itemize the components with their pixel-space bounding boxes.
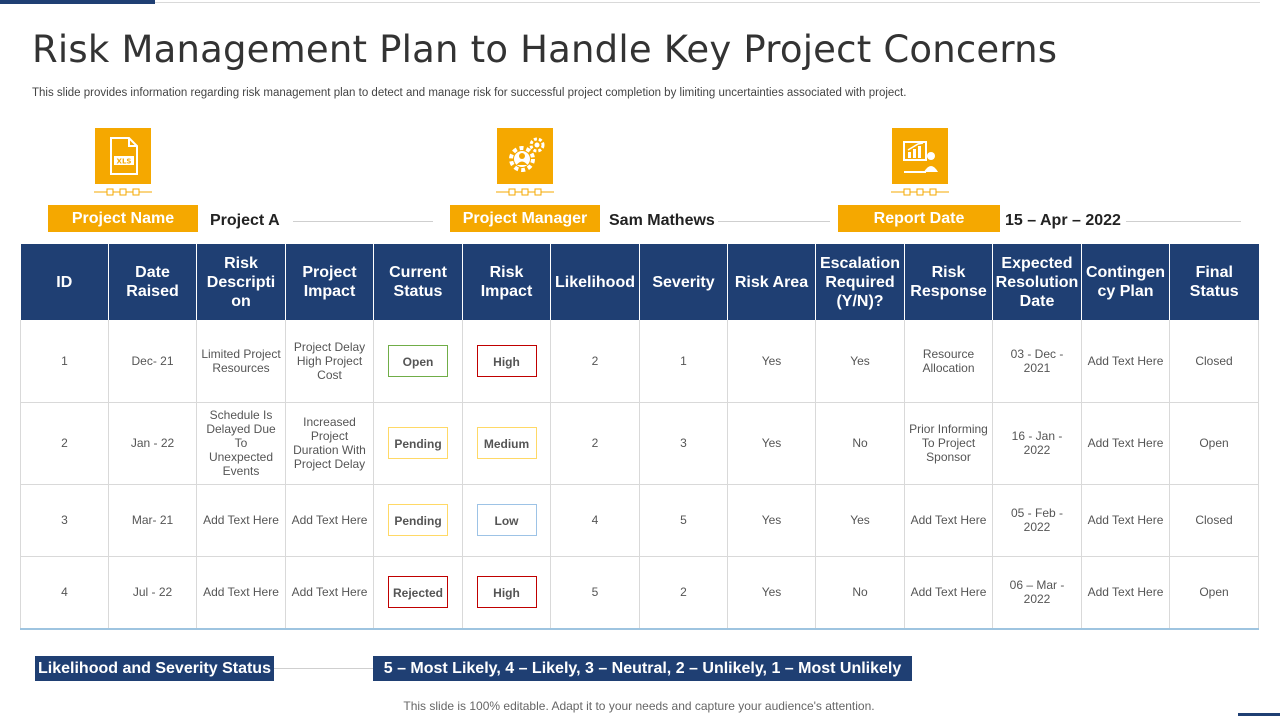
column-header: Risk Area: [728, 244, 816, 320]
cell-escalation: Yes: [816, 320, 905, 402]
cell-severity: 3: [640, 402, 728, 484]
gear-person-icon: [497, 128, 553, 184]
cell-final-status: Closed: [1170, 484, 1259, 556]
cell-likelihood: 2: [551, 402, 640, 484]
cell-project-impact: Add Text Here: [286, 484, 374, 556]
cell-risk-impact: [463, 402, 551, 484]
cell-likelihood: 2: [551, 320, 640, 402]
cell-risk-description: Add Text Here: [197, 484, 286, 556]
cell-resolution-date: 03 - Dec - 2021: [993, 320, 1082, 402]
column-header: Date Raised: [109, 244, 197, 320]
cell-project-impact: Add Text Here: [286, 556, 374, 629]
corner-accent-bar: [1238, 713, 1280, 716]
cell-risk-response: Add Text Here: [905, 484, 993, 556]
cell-current-status: [374, 320, 463, 402]
cell-severity: 1: [640, 320, 728, 402]
project-name-label: Project Name: [48, 205, 198, 232]
risk-impact-badge: Low: [477, 504, 537, 536]
cell-project-impact: Project Delay High Project Cost: [286, 320, 374, 402]
cell-escalation: Yes: [816, 484, 905, 556]
report-date-line: [1126, 221, 1241, 222]
table-row: [21, 320, 1259, 402]
cell-risk-area: Yes: [728, 402, 816, 484]
cell-risk-area: Yes: [728, 484, 816, 556]
page-subtitle: This slide provides information regarding risk management plan to detect and manage risk for successful project completion by limiting uncertainties associated with project.: [32, 87, 907, 99]
report-date-value: 15 – Apr – 2022: [1005, 212, 1121, 229]
project-name-value: Project A: [210, 212, 280, 229]
cell-likelihood: 5: [551, 556, 640, 629]
cell-escalation: No: [816, 402, 905, 484]
cell-final-status: Open: [1170, 402, 1259, 484]
cell-contingency-plan: Add Text Here: [1082, 556, 1170, 629]
column-header: Contingen cy Plan: [1082, 244, 1170, 320]
project-name-line: [293, 221, 433, 222]
cell-resolution-date: 06 – Mar - 2022: [993, 556, 1082, 629]
legend-connector-line: [274, 668, 374, 669]
cell-id: 1: [21, 320, 109, 402]
risk-table: [20, 244, 1259, 630]
cell-id: 4: [21, 556, 109, 629]
cell-id: 2: [21, 402, 109, 484]
risk-impact-badge: High: [477, 345, 537, 377]
table-row: [21, 556, 1259, 629]
cell-risk-impact: [463, 320, 551, 402]
column-header: ID: [21, 244, 109, 320]
cell-contingency-plan: Add Text Here: [1082, 402, 1170, 484]
status-badge: Rejected: [388, 576, 448, 608]
cell-current-status: [374, 556, 463, 629]
legend-scale: 5 – Most Likely, 4 – Likely, 3 – Neutral, 2 – Unlikely, 1 – Most Unlikely: [373, 656, 912, 681]
column-header: Current Status: [374, 244, 463, 320]
column-header: Risk Impact: [463, 244, 551, 320]
cell-risk-impact: [463, 484, 551, 556]
table-header-row: [21, 244, 1259, 320]
cell-current-status: [374, 402, 463, 484]
cell-risk-response: Add Text Here: [905, 556, 993, 629]
cell-resolution-date: 05 - Feb - 2022: [993, 484, 1082, 556]
column-header: Risk Response: [905, 244, 993, 320]
connector-icon: [496, 186, 554, 198]
connector-icon: [94, 186, 152, 198]
status-badge: Pending: [388, 427, 448, 459]
cell-risk-impact: [463, 556, 551, 629]
report-date-label: Report Date: [838, 205, 1000, 232]
connector-icon: [891, 186, 949, 198]
cell-severity: 2: [640, 556, 728, 629]
status-badge: Open: [388, 345, 448, 377]
chart-presenter-icon: [892, 128, 948, 184]
cell-project-impact: Increased Project Duration With Project Delay: [286, 402, 374, 484]
project-manager-value: Sam Mathews: [609, 212, 715, 229]
cell-date-raised: Mar- 21: [109, 484, 197, 556]
legend-label: Likelihood and Severity Status: [35, 656, 274, 681]
cell-risk-description: Limited Project Resources: [197, 320, 286, 402]
cell-contingency-plan: Add Text Here: [1082, 484, 1170, 556]
cell-risk-response: Prior Informing To Project Sponsor: [905, 402, 993, 484]
column-header: Final Status: [1170, 244, 1259, 320]
cell-contingency-plan: Add Text Here: [1082, 320, 1170, 402]
cell-final-status: Closed: [1170, 320, 1259, 402]
column-header: Severity: [640, 244, 728, 320]
project-manager-label: Project Manager: [450, 205, 600, 232]
cell-date-raised: Dec- 21: [109, 320, 197, 402]
column-header: Project Impact: [286, 244, 374, 320]
cell-risk-response: Resource Allocation: [905, 320, 993, 402]
page-title: Risk Management Plan to Handle Key Project Concerns: [32, 28, 1058, 71]
table-row: [21, 484, 1259, 556]
table-row: [21, 402, 1259, 484]
xls-file-icon: [95, 128, 151, 184]
cell-resolution-date: 16 - Jan - 2022: [993, 402, 1082, 484]
top-accent-bar: [0, 0, 155, 4]
column-header: Expected Resolution Date: [993, 244, 1082, 320]
cell-date-raised: Jul - 22: [109, 556, 197, 629]
column-header: Escalation Required (Y/N)?: [816, 244, 905, 320]
cell-risk-description: Schedule Is Delayed Due To Unexpected Events: [197, 402, 286, 484]
risk-impact-badge: Medium: [477, 427, 537, 459]
status-badge: Pending: [388, 504, 448, 536]
cell-current-status: [374, 484, 463, 556]
cell-risk-description: Add Text Here: [197, 556, 286, 629]
cell-likelihood: 4: [551, 484, 640, 556]
cell-severity: 5: [640, 484, 728, 556]
cell-id: 3: [21, 484, 109, 556]
footer-note: This slide is 100% editable. Adapt it to your needs and capture your audience's attention.: [403, 699, 875, 713]
svg-text:XLS: XLS: [116, 157, 132, 166]
cell-final-status: Open: [1170, 556, 1259, 629]
cell-risk-area: Yes: [728, 556, 816, 629]
cell-escalation: No: [816, 556, 905, 629]
project-manager-line: [718, 221, 830, 222]
top-divider: [155, 2, 1260, 3]
cell-risk-area: Yes: [728, 320, 816, 402]
risk-impact-badge: High: [477, 576, 537, 608]
column-header: Risk Descripti on: [197, 244, 286, 320]
column-header: Likelihood: [551, 244, 640, 320]
cell-date-raised: Jan - 22: [109, 402, 197, 484]
